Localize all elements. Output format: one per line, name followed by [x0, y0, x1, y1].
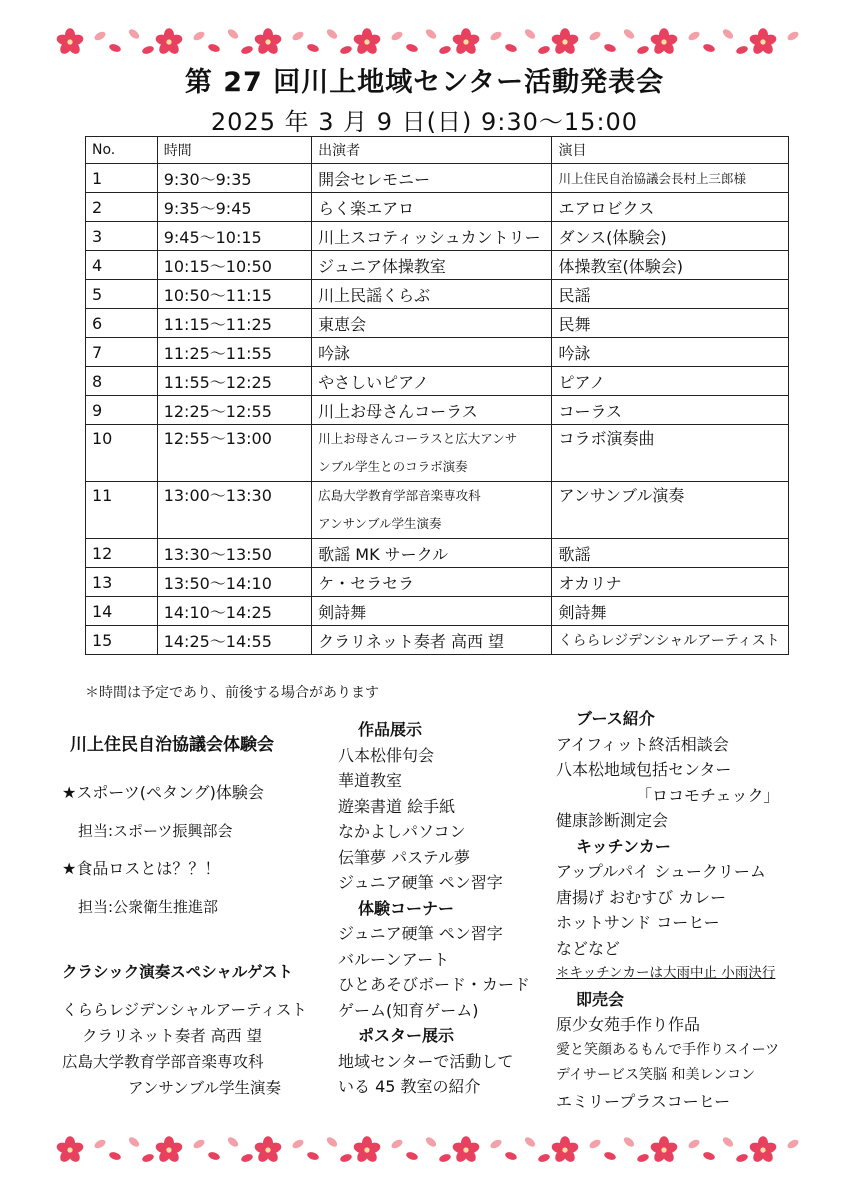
trial-item: ゲーム(知育ゲーム) [338, 1000, 479, 1020]
council-heading: 川上住民自治協議会体験会 [70, 735, 274, 755]
kitchen-heading: キッチンカー [576, 836, 671, 856]
trial-sports: ★スポーツ(ペタング)体験会 [62, 783, 264, 802]
booth-heading: ブース紹介 [576, 709, 655, 728]
petal-icon [537, 45, 551, 56]
cell-performer [312, 425, 552, 482]
sakura-flower-icon [451, 1136, 480, 1164]
exhibit-item: 八本松俳句会 [338, 745, 435, 765]
petal-icon [786, 30, 800, 42]
petal-icon [438, 45, 452, 56]
petal-icon [291, 30, 305, 42]
petal-icon [687, 30, 701, 42]
cell-no: 3 [86, 222, 158, 251]
petal-icon [636, 45, 650, 56]
petal-icon [325, 1135, 339, 1148]
cell-performer: 川上お母さんコーラス [312, 396, 552, 425]
cell-program: 体操教室(体験会) [552, 251, 789, 280]
exhibit-item: ジュニア硬筆 ペン習字 [338, 873, 503, 892]
petal-icon [702, 1151, 716, 1162]
sakura-flower-icon [748, 28, 777, 56]
cell-no: 5 [86, 280, 158, 309]
kitchen-item: ホットサンド コーヒー [556, 913, 720, 932]
petal-icon [93, 1138, 107, 1150]
petal-icon [108, 1151, 122, 1162]
sakura-flower-icon [253, 28, 282, 56]
cell-time: 9:35～9:45 [157, 193, 311, 222]
table-row [86, 193, 789, 222]
poster-item: 地域センターで活動して [338, 1051, 514, 1071]
sale-item: デイサービス笑脳 和美レンコン [556, 1067, 756, 1083]
table-row [86, 568, 789, 597]
sakura-flower-icon [649, 1136, 678, 1164]
guest-line4: アンサンブル学生演奏 [128, 1079, 281, 1097]
cell-program: くららレジデンシャルアーティスト [552, 626, 789, 655]
header-performer: 出演者 [312, 137, 552, 164]
cell-performer-line2: ンブル学生とのコラボ演奏 [318, 459, 468, 474]
table-header-row [86, 137, 789, 164]
table-row [86, 280, 789, 309]
trial-corner-heading: 体験コーナー [358, 898, 455, 918]
sakura-flower-icon [55, 28, 84, 56]
cell-no: 7 [86, 338, 158, 367]
guest-line2: クラリネット奏者 高西 望 [82, 1027, 263, 1045]
cell-time: 10:50～11:15 [157, 280, 311, 309]
exhibit-item: なかよしパソコン [338, 822, 466, 841]
flower-border-bottom-svg [50, 1130, 800, 1170]
cell-time: 11:55～12:25 [157, 367, 311, 396]
cell-no: 8 [86, 367, 158, 396]
cell-performer: 開会セレモニー [312, 164, 552, 193]
table-row [86, 164, 789, 193]
petal-icon [291, 1138, 305, 1150]
cell-performer: 川上スコティッシュカントリー [312, 222, 552, 251]
petal-icon [226, 27, 240, 40]
petal-icon [603, 1151, 617, 1162]
table-row [86, 338, 789, 367]
table-row [86, 539, 789, 568]
cell-program: アンサンブル演奏 [552, 482, 789, 539]
cell-performer [312, 482, 552, 539]
cell-no: 15 [86, 626, 158, 655]
sakura-flower-icon [550, 1136, 579, 1164]
header-time: 時間 [157, 137, 311, 164]
cell-performer: 歌謡 MK サークル [312, 539, 552, 568]
flower-border-top-svg [50, 22, 800, 62]
petal-icon [622, 1135, 636, 1148]
cell-time: 9:45～10:15 [157, 222, 311, 251]
bottom-flower-border [50, 1130, 800, 1170]
sakura-flower-icon [55, 1136, 84, 1164]
petal-icon [192, 1138, 206, 1150]
header-program: 演目 [552, 137, 789, 164]
table-row [86, 396, 789, 425]
petal-icon [702, 43, 716, 54]
sakura-flower-icon [550, 28, 579, 56]
cell-program: コーラス [552, 396, 789, 425]
table-row [86, 309, 789, 338]
cell-performer: らく楽エアロ [312, 193, 552, 222]
petal-icon [226, 1135, 240, 1148]
petal-icon [537, 1153, 551, 1164]
sakura-flower-icon [253, 1136, 282, 1164]
petal-icon [141, 1153, 155, 1164]
cell-performer: 剣詩舞 [312, 597, 552, 626]
kitchen-item: などなど [556, 938, 621, 958]
petal-icon [240, 1153, 254, 1164]
sakura-flower-icon [451, 28, 480, 56]
petal-icon [786, 1138, 800, 1150]
petal-icon [192, 30, 206, 42]
petal-icon [390, 1138, 404, 1150]
cell-no: 1 [86, 164, 158, 193]
petal-icon [523, 27, 537, 40]
table-row [86, 597, 789, 626]
sale-item: 原少女苑手作り作品 [556, 1015, 701, 1034]
cell-program: コラボ演奏曲 [552, 425, 789, 482]
middle-column [338, 717, 548, 1100]
page-title: 第 27 回川上地域センター活動発表会 [184, 67, 665, 98]
petal-icon [240, 45, 254, 56]
sakura-flower-icon [352, 1136, 381, 1164]
trial-item: ひとあそびボード・カード [338, 975, 531, 994]
cell-time: 13:50～14:10 [157, 568, 311, 597]
booth-item: アイフィット終活相談会 [556, 734, 729, 754]
sakura-flower-icon [649, 28, 678, 56]
petal-icon [424, 27, 438, 40]
petal-icon [636, 1153, 650, 1164]
guest-line3: 広島大学教育学部音楽専攻科 [62, 1053, 264, 1071]
cell-program: 民謡 [552, 280, 789, 309]
petal-icon [489, 1138, 503, 1150]
petal-icon [504, 1151, 518, 1162]
petal-icon [687, 1138, 701, 1150]
cell-program: エアロビクス [552, 193, 789, 222]
petal-icon [424, 1135, 438, 1148]
petal-icon [127, 27, 141, 40]
booth-item-locomo: 「ロコモチェック」 [636, 785, 780, 805]
cell-time: 11:15～11:25 [157, 309, 311, 338]
sakura-flower-icon [154, 28, 183, 56]
cell-program: ダンス(体験会) [552, 222, 789, 251]
table-row [86, 482, 789, 539]
cell-performer: やさしいピアノ [312, 367, 552, 396]
cell-no: 14 [86, 597, 158, 626]
cell-program: オカリナ [552, 568, 789, 597]
trial-foodloss: ★食品ロスとは？？！ [62, 859, 221, 878]
table-row [86, 425, 789, 482]
cell-time: 10:15～10:50 [157, 251, 311, 280]
petal-icon [735, 1153, 749, 1164]
kitchen-item: アップルパイ シュークリーム [556, 862, 766, 881]
sale-heading: 即売会 [576, 989, 625, 1009]
cell-no: 11 [86, 482, 158, 539]
sakura-flower-icon [154, 1136, 183, 1164]
cell-time: 13:00～13:30 [157, 482, 311, 539]
trial-item: ジュニア硬筆 ペン習字 [338, 924, 503, 943]
table-row [86, 367, 789, 396]
cell-time: 9:30～9:35 [157, 164, 311, 193]
petal-icon [108, 43, 122, 54]
cell-performer: 吟詠 [312, 338, 552, 367]
sale-item: 愛と笑顔あるもんで手作りスイーツ [556, 1041, 780, 1058]
booth-item: 健康診断測定会 [556, 811, 669, 830]
right-column [556, 706, 796, 1114]
cell-performer: ジュニア体操教室 [312, 251, 552, 280]
petal-icon [405, 1151, 419, 1162]
cell-time: 13:30～13:50 [157, 539, 311, 568]
cell-time: 12:25～12:55 [157, 396, 311, 425]
petal-icon [339, 45, 353, 56]
cell-no: 10 [86, 425, 158, 482]
petal-icon [306, 1151, 320, 1162]
cell-performer: クラリネット奏者 高西 望 [312, 626, 552, 655]
guest-line1: くららレジデンシャルアーティスト [62, 1001, 307, 1019]
petal-icon [141, 45, 155, 56]
cell-time: 11:25～11:55 [157, 338, 311, 367]
petal-icon [93, 30, 107, 42]
petal-icon [127, 1135, 141, 1148]
petal-icon [622, 27, 636, 40]
petal-icon [325, 27, 339, 40]
cell-time: 14:25～14:55 [157, 626, 311, 655]
kitchen-note: ＊キッチンカーは大雨中止 小雨決行 [556, 965, 776, 981]
exhibit-item: 伝筆夢 パステル夢 [338, 847, 470, 867]
sakura-flower-icon [352, 28, 381, 56]
cell-time: 14:10～14:25 [157, 597, 311, 626]
cell-no: 2 [86, 193, 158, 222]
trial-sports-owner: 担当:スポーツ振興部会 [78, 822, 233, 840]
top-flower-border [50, 22, 800, 62]
petal-icon [489, 30, 503, 42]
cell-program: 剣詩舞 [552, 597, 789, 626]
cell-no: 6 [86, 309, 158, 338]
guest-heading: クラシック演奏スペシャルゲスト [62, 963, 293, 981]
exhibit-heading: 作品展示 [358, 720, 423, 739]
petal-icon [390, 30, 404, 42]
cell-program: ピアノ [552, 367, 789, 396]
trial-foodloss-owner: 担当:公衆衛生推進部 [78, 898, 219, 916]
cell-no: 4 [86, 251, 158, 280]
petal-icon [721, 1135, 735, 1148]
trial-item: バルーンアート [338, 949, 450, 969]
petal-icon [588, 30, 602, 42]
petal-icon [735, 45, 749, 56]
cell-performer: 東恵会 [312, 309, 552, 338]
cell-time: 12:55～13:00 [157, 425, 311, 482]
booth-item: 八本松地域包括センター [556, 760, 732, 779]
cell-program: 民舞 [552, 309, 789, 338]
table-row [86, 222, 789, 251]
petal-icon [603, 43, 617, 54]
cell-performer: ケ・セラセラ [312, 568, 552, 597]
table-row [86, 251, 789, 280]
header-no: No. [86, 137, 158, 164]
schedule-table [85, 136, 789, 655]
petal-icon [504, 43, 518, 54]
petal-icon [523, 1135, 537, 1148]
exhibit-item: 遊楽書道 絵手紙 [338, 796, 456, 816]
kitchen-item: 唐揚げ おむすび カレー [556, 887, 727, 907]
cell-no: 9 [86, 396, 158, 425]
cell-no: 13 [86, 568, 158, 597]
sale-item: エミリープラスコーヒー [556, 1091, 731, 1111]
petal-icon [405, 43, 419, 54]
sakura-flower-icon [748, 1136, 777, 1164]
exhibit-item: 華道教室 [338, 771, 403, 790]
cell-performer-line1: 川上お母さんコーラスと広大アンサ [318, 431, 518, 446]
cell-no: 12 [86, 539, 158, 568]
poster-item: いる 45 教室の紹介 [338, 1077, 481, 1096]
cell-program: 歌謡 [552, 539, 789, 568]
cell-program: 吟詠 [552, 338, 789, 367]
poster-heading: ポスター展示 [358, 1026, 455, 1045]
petal-icon [207, 43, 221, 54]
petal-icon [438, 1153, 452, 1164]
cell-program: 川上住民自治協議会長村上三郎様 [552, 164, 789, 193]
petal-icon [207, 1151, 221, 1162]
cell-performer-line2: アンサンブル学生演奏 [318, 516, 442, 531]
petal-icon [588, 1138, 602, 1150]
petal-icon [339, 1153, 353, 1164]
cell-performer: 川上民謡くらぶ [312, 280, 552, 309]
schedule-note: ＊時間は予定であり、前後する場合があります [85, 685, 379, 701]
petal-icon [721, 27, 735, 40]
event-date: 2025 年 3 月 9 日(日) 9:30～15:00 [210, 108, 639, 136]
cell-performer-line1: 広島大学教育学部音楽専攻科 [318, 488, 481, 503]
petal-icon [306, 43, 320, 54]
table-row [86, 626, 789, 655]
